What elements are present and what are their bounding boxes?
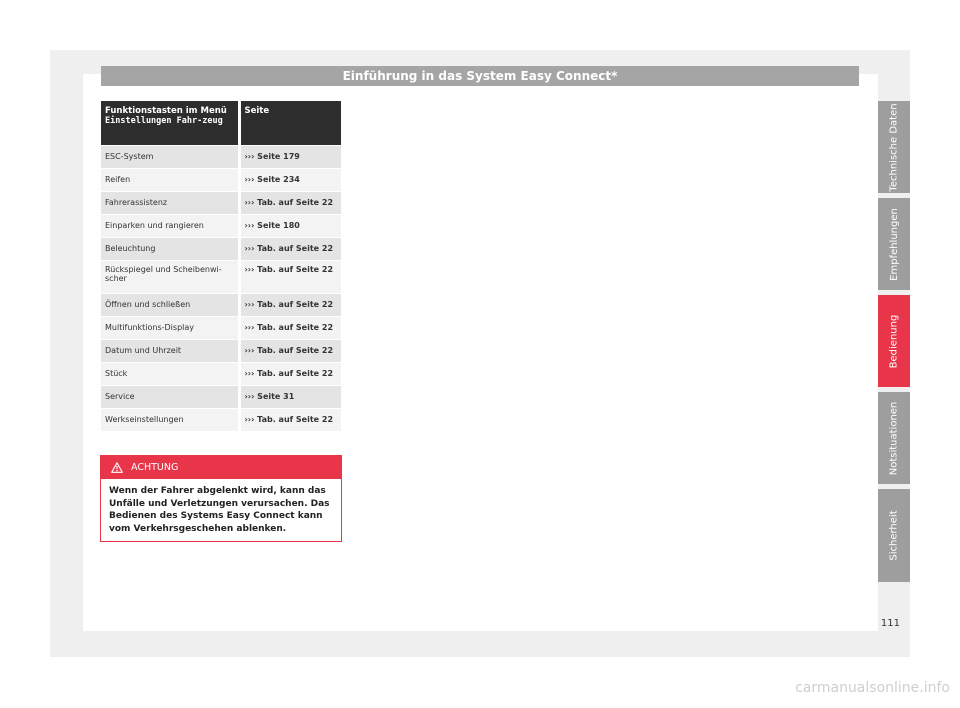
row-page-link[interactable]: ››› Tab. auf Seite 22 — [239, 339, 341, 362]
warning-title: ACHTUNG — [131, 462, 179, 473]
side-tab-label: Notsituationen — [888, 401, 900, 475]
side-tab-technische-daten[interactable] — [878, 101, 910, 193]
warning-box — [100, 455, 342, 542]
row-page-link[interactable]: ››› Tab. auf Seite 22 — [239, 191, 341, 214]
row-label: Rückspiegel und Scheibenwi-scher — [101, 260, 239, 293]
row-label: Reifen — [101, 168, 239, 191]
table-row — [101, 214, 341, 237]
side-tab-notsituationen[interactable] — [878, 392, 910, 484]
side-tab-label: Technische Daten — [888, 102, 900, 192]
row-page-link[interactable]: ››› Seite 180 — [239, 214, 341, 237]
page-number: 111 — [880, 618, 900, 629]
row-page-link[interactable]: ››› Seite 234 — [239, 168, 341, 191]
table-row — [101, 385, 341, 408]
header-functions-label: Funktionstasten im Menü — [105, 106, 227, 116]
page-header: Einführung in das System Easy Connect* — [101, 66, 859, 86]
table-row — [101, 339, 341, 362]
table-header-page: Seite — [239, 101, 341, 145]
row-page-link[interactable]: ››› Tab. auf Seite 22 — [239, 260, 341, 293]
table-row — [101, 408, 341, 431]
table-row — [101, 191, 341, 214]
row-label: Datum und Uhrzeit — [101, 339, 239, 362]
table-row — [101, 260, 341, 293]
warning-header — [101, 456, 341, 479]
table-row — [101, 237, 341, 260]
row-label: Werkseinstellungen — [101, 408, 239, 431]
row-page-link[interactable]: ››› Seite 31 — [239, 385, 341, 408]
row-page-link[interactable]: ››› Tab. auf Seite 22 — [239, 316, 341, 339]
row-label: Fahrerassistenz — [101, 191, 239, 214]
warning-triangle-icon — [111, 462, 123, 473]
row-page-link[interactable]: ››› Tab. auf Seite 22 — [239, 408, 341, 431]
row-label: Multifunktions-Display — [101, 316, 239, 339]
table-header-functions — [101, 101, 239, 145]
row-label: ESC-System — [101, 145, 239, 168]
row-label: Beleuchtung — [101, 237, 239, 260]
function-keys-table — [101, 101, 341, 431]
row-page-link[interactable]: ››› Seite 179 — [239, 145, 341, 168]
table-row — [101, 293, 341, 316]
side-tab-bedienung[interactable] — [878, 295, 910, 387]
watermark: carmanualsonline.info — [795, 680, 950, 696]
table-row — [101, 316, 341, 339]
row-label: Einparken und rangieren — [101, 214, 239, 237]
table-row — [101, 145, 341, 168]
warning-text: Wenn der Fahrer abgelenkt wird, kann das Unfälle und Verletzungen verursachen. Das Bedienen des Systems Easy Connect kann vom Verkehrsgeschehen ablenken. — [109, 486, 330, 534]
side-tab-label: Sicherheit — [888, 510, 900, 561]
row-label: Stück — [101, 362, 239, 385]
table-header-row — [101, 101, 341, 145]
row-label: Service — [101, 385, 239, 408]
side-tab-sicherheit[interactable] — [878, 489, 910, 582]
table-row — [101, 168, 341, 191]
header-menu-name: Einstellungen Fahr-zeug — [105, 116, 223, 126]
row-page-link[interactable]: ››› Tab. auf Seite 22 — [239, 362, 341, 385]
side-tab-empfehlungen[interactable] — [878, 198, 910, 290]
row-page-link[interactable]: ››› Tab. auf Seite 22 — [239, 237, 341, 260]
row-label: Öffnen und schließen — [101, 293, 239, 316]
side-tab-label: Bedienung — [888, 314, 900, 368]
side-tab-label: Empfehlungen — [888, 207, 900, 281]
row-page-link[interactable]: ››› Tab. auf Seite 22 — [239, 293, 341, 316]
table-row — [101, 362, 341, 385]
